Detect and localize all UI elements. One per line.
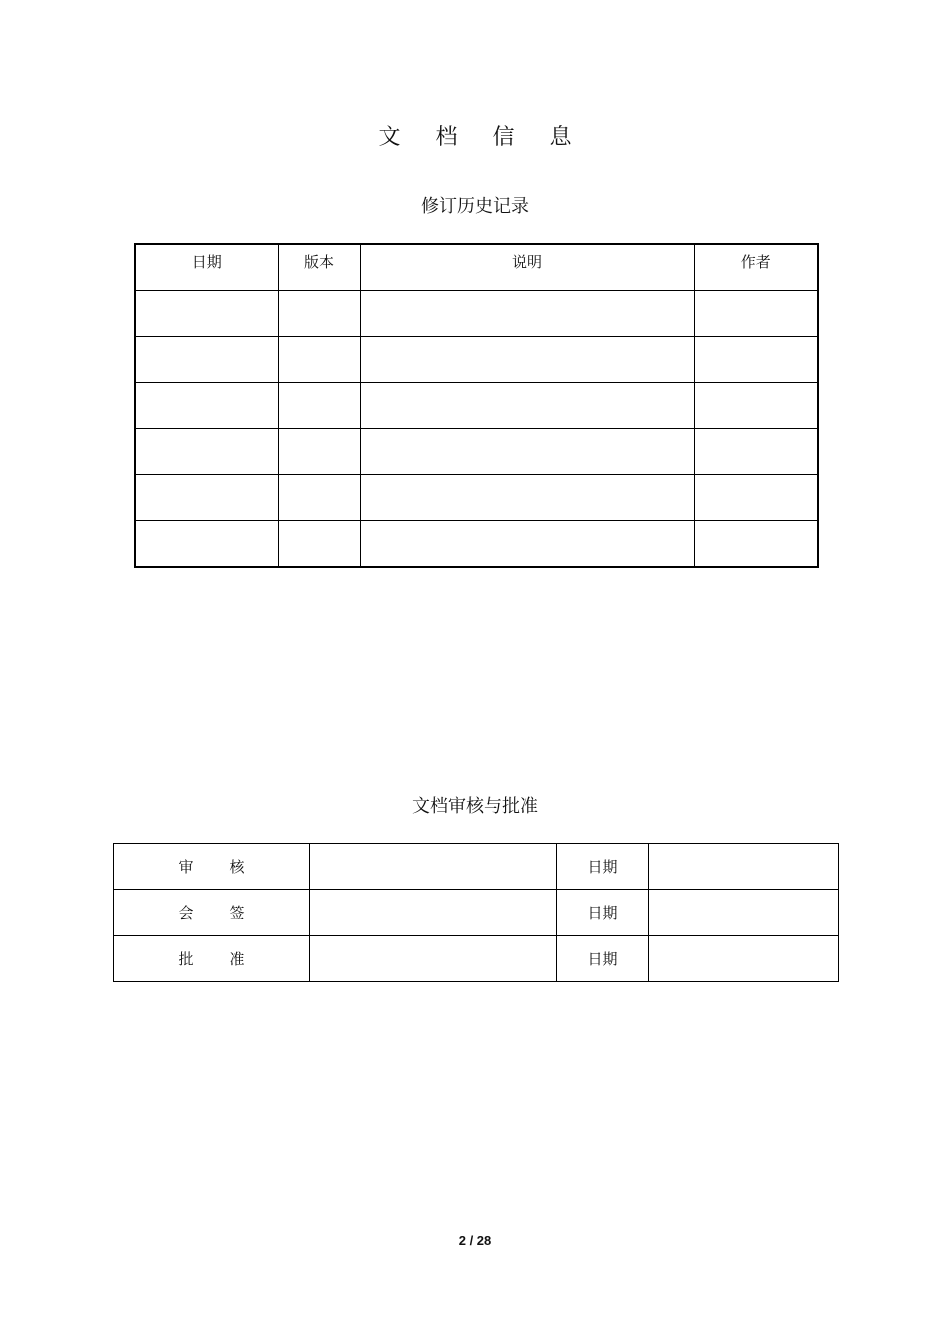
revision-history-table [134, 243, 819, 568]
cell-version[interactable] [278, 521, 360, 568]
page-number: 2 / 28 [458, 1233, 492, 1248]
approval-label: 审核 [114, 844, 310, 890]
table-row [135, 475, 818, 521]
cell-date[interactable] [135, 521, 278, 568]
cell-version[interactable] [278, 429, 360, 475]
date-value-cell[interactable] [649, 844, 839, 890]
approval-title: 文档审核与批准 [412, 796, 538, 817]
column-header-author: 作者 [694, 244, 818, 291]
cell-description[interactable] [360, 337, 694, 383]
cell-description[interactable] [360, 521, 694, 568]
approval-value-cell[interactable] [310, 844, 557, 890]
column-header-date: 日期 [135, 244, 278, 291]
approval-row-review [114, 844, 839, 890]
date-value-cell[interactable] [649, 936, 839, 982]
cell-date[interactable] [135, 383, 278, 429]
date-label: 日期 [557, 890, 649, 936]
cell-author[interactable] [694, 383, 818, 429]
date-label: 日期 [557, 844, 649, 890]
approval-row-countersign [114, 890, 839, 936]
cell-author[interactable] [694, 337, 818, 383]
approval-row-approve [114, 936, 839, 982]
date-label: 日期 [557, 936, 649, 982]
cell-date[interactable] [135, 475, 278, 521]
cell-description[interactable] [360, 429, 694, 475]
cell-date[interactable] [135, 337, 278, 383]
cell-author[interactable] [694, 429, 818, 475]
table-row [135, 291, 818, 337]
cell-description[interactable] [360, 383, 694, 429]
cell-author[interactable] [694, 521, 818, 568]
table-row [135, 383, 818, 429]
table-header-row [135, 244, 818, 291]
table-row [135, 337, 818, 383]
revision-history-title: 修订历史记录 [421, 196, 529, 217]
cell-date[interactable] [135, 291, 278, 337]
table-row [135, 429, 818, 475]
cell-date[interactable] [135, 429, 278, 475]
column-header-description: 说明 [360, 244, 694, 291]
approval-label: 批准 [114, 936, 310, 982]
table-row [135, 521, 818, 568]
approval-value-cell[interactable] [310, 890, 557, 936]
cell-version[interactable] [278, 475, 360, 521]
approval-value-cell[interactable] [310, 936, 557, 982]
approval-label: 会签 [114, 890, 310, 936]
cell-version[interactable] [278, 383, 360, 429]
cell-description[interactable] [360, 475, 694, 521]
cell-author[interactable] [694, 475, 818, 521]
date-value-cell[interactable] [649, 890, 839, 936]
cell-version[interactable] [278, 337, 360, 383]
cell-version[interactable] [278, 291, 360, 337]
page-title: 文 档 信 息 [378, 125, 586, 150]
column-header-version: 版本 [278, 244, 360, 291]
cell-description[interactable] [360, 291, 694, 337]
approval-table [113, 843, 839, 982]
cell-author[interactable] [694, 291, 818, 337]
